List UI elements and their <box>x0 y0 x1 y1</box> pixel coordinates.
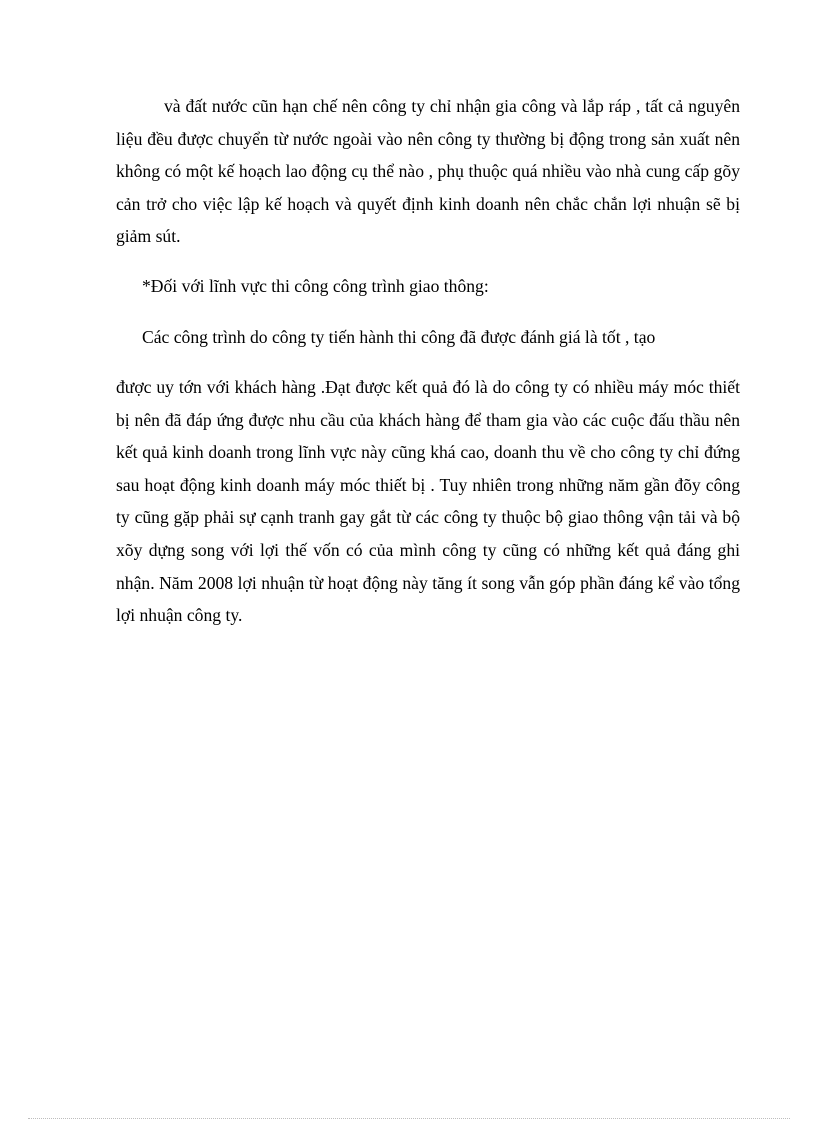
paragraph-intro: và đất nước cũn hạn chế nên công ty chỉ nhận gia công và lắp ráp , tất cả nguyên liệu đều được chuyển từ nước ngoài vào nên công ty thường bị động trong sản xuất nên không có một kế hoạch lao động cụ thể nào , phụ thuộc quá nhiều vào nhà cung cấp gõy cản trở cho việc lập kế hoạch và quyết định kinh doanh nên chắc chắn lợi nhuận sẽ bị giảm sút. <box>116 96 740 247</box>
paragraph-lead: Các công trình do công ty tiến hành thi công đã được đánh giá là tốt , tạo <box>142 327 656 347</box>
page-bottom-divider <box>28 1118 790 1119</box>
section-heading-transport: *Đối với lĩnh vực thi công công trình giao thông: <box>142 276 489 296</box>
paragraph-body: được uy tớn với khách hàng .Đạt được kết quả đó là do công ty có nhiều máy móc thiết bị nên đã đáp ứng được nhu cầu của khách hàng để tham gia vào các cuộc đấu thầu nên kết quả kinh doanh trong lĩnh vực này cũng khá cao, doanh thu về cho công ty chỉ đứng sau hoạt động kinh doanh máy móc thiết bị . Tuy nhiên trong những năm gần đõy công ty cũng gặp phải sự cạnh tranh gay gắt từ các công ty thuộc bộ giao thông vận tải và bộ xõy dựng song với lợi thế vốn có của mình công ty cũng có những kết quả đáng ghi nhận. Năm 2008 lợi nhuận từ hoạt động này tăng ít song vẫn góp phần đáng kể vào tổng lợi nhuận công ty. <box>116 377 740 626</box>
